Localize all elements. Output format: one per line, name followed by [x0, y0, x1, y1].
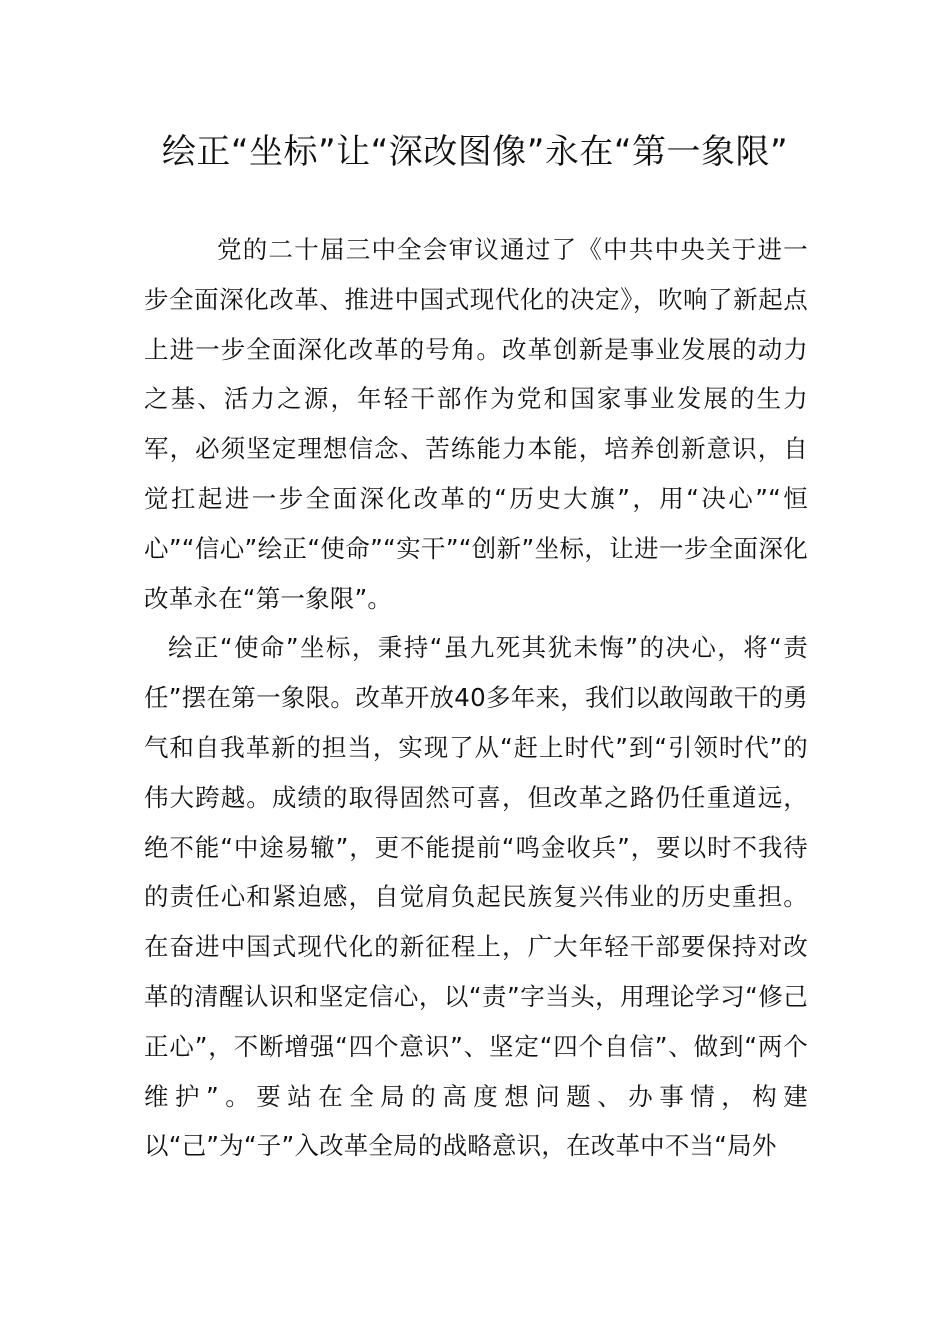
document-title: 绘正“坐标”让“深改图像”永在“第一象限” — [161, 132, 789, 172]
paragraph-mission: 绘正“使命”坐标，秉持“虽九死其犹未悔”的决心，将“责任”摆在第一象限。改革开放40多年来，我们以敢闯敢干的勇气和自我革新的担当，实现了从“赶上时代”到“引领时代”的伟大跨越。成绩的取得固然可喜，但改革之路仍任重道远，绝不能“中途易辙”，更不能提前“鸣金收兵”，要以时不我待的责任心和紧迫感，自觉肩负起民族复兴伟业的历史重担。在奋进中国式现代化的新征程上，广大年轻干部要保持对改革的清醒认识和坚定信心，以“责”字当头，用理论学习“修己正心”，不断增强“四个意识”、坚定“四个自信”、做到“两个维护”。要站在全局的高度想问题、办事情，构建以“己”为“子”入改革全局的战略意识，在改革中不当“局外 — [144, 633, 808, 1161]
paragraph-intro: 党的二十届三中全会审议通过了《中共中央关于进一步全面深化改革、推进中国式现代化的决定》，吹响了新起点上进一步全面深化改革的号角。改革创新是事业发展的动力之基、活力之源，年轻干部作为党和国家事业发展的生力军，必须坚定理想信念、苦练能力本能，培养创新意识，自觉扛起进一步全面深化改革的“历史大旗”，用“决心”“恒心”“信心”绘正“使命”“实干”“创新”坐标，让进一步全面深化改革永在“第一象限”。 — [144, 235, 808, 613]
document-body — [144, 225, 808, 1171]
